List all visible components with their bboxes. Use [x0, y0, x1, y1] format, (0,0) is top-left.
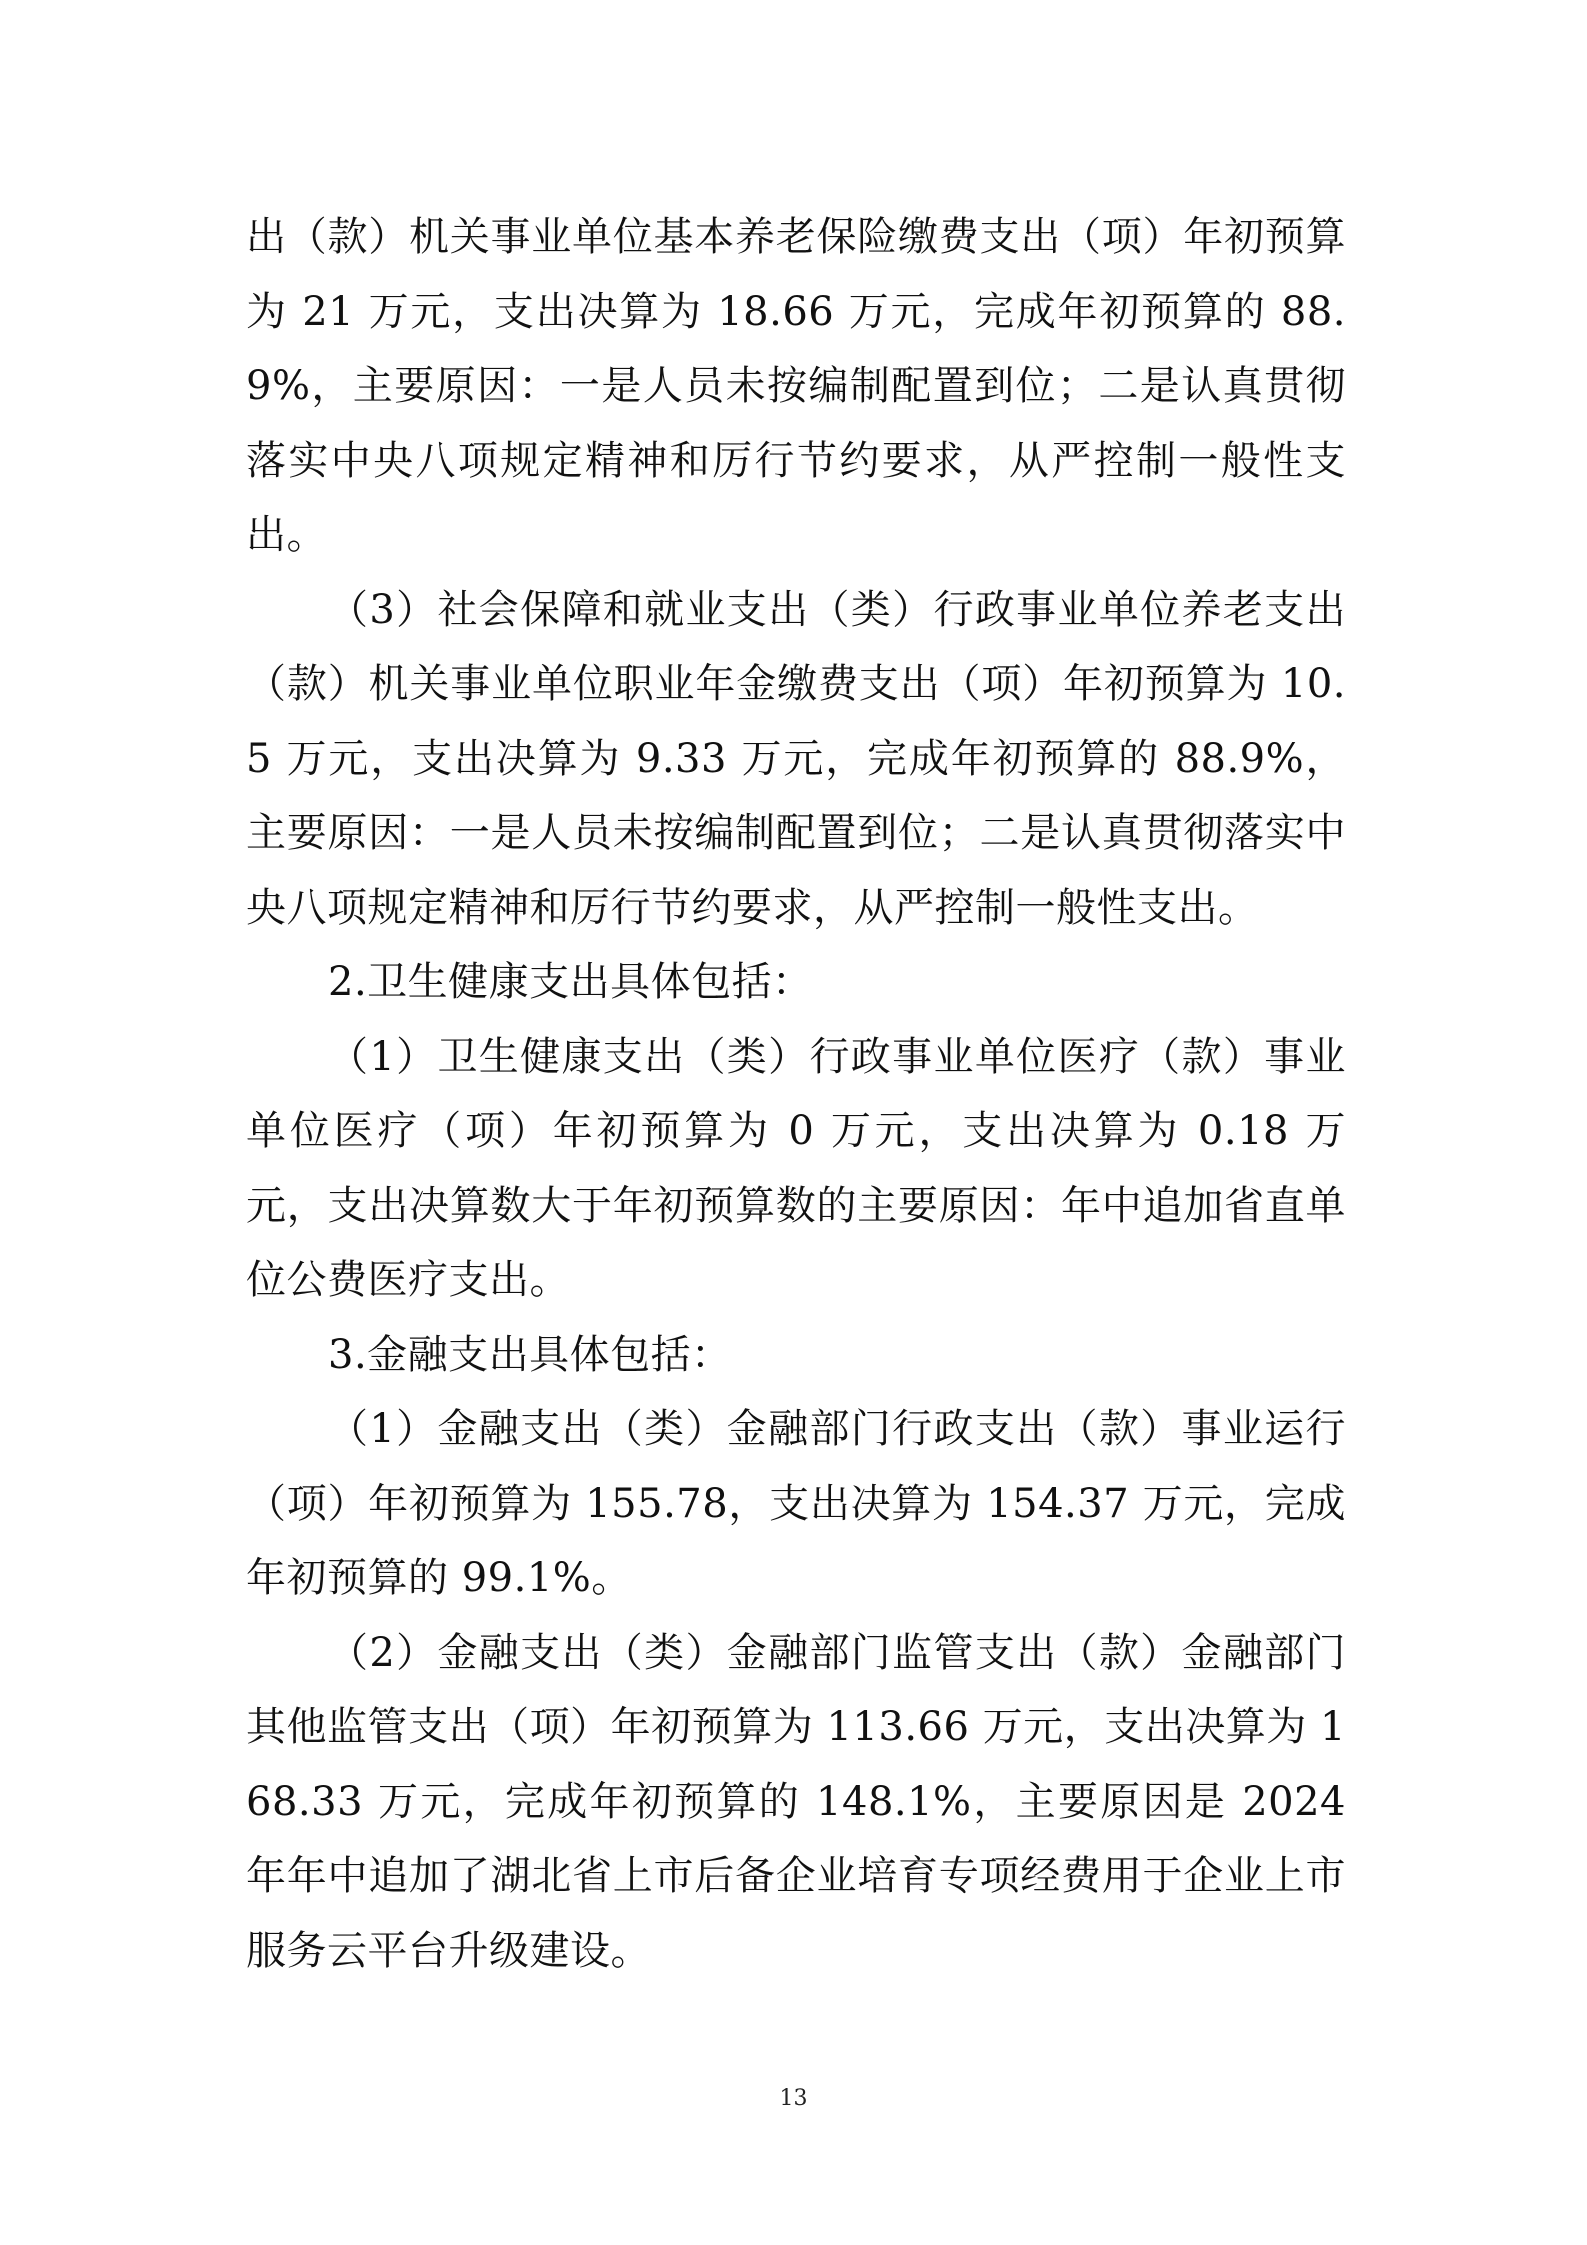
paragraph-health-medical: （1）卫生健康支出（类）行政事业单位医疗（款）事业单位医疗（项）年初预算为 0 万元，支出决算为 0.18 万元，支出决算数大于年初预算数的主要原因：年中追加省直单位公费医疗支出。 — [246, 1033, 1346, 1303]
document-body — [246, 200, 1346, 1988]
paragraph-finance-operation: （1）金融支出（类）金融部门行政支出（款）事业运行（项）年初预算为 155.78，支出决算为 154.37 万元，完成年初预算的 99.1%。 — [246, 1406, 1346, 1601]
paragraph-pension-annuity: （3）社会保障和就业支出（类）行政事业单位养老支出（款）机关事业单位职业年金缴费支出（项）年初预算为 10.5 万元，支出决算为 9.33 万元，完成年初预算的 88.9%，主要原因：一是人员未按编制配置到位；二是认真贯彻落实中央八项规定精神和厉行节约要求，从严控制一般性支出。 — [246, 586, 1346, 931]
paragraph-pension-basic: 出（款）机关事业单位基本养老保险缴费支出（项）年初预算为 21 万元，支出决算为 18.66 万元，完成年初预算的 88.9%，主要原因：一是人员未按编制配置到位；二是认真贯彻落实中央八项规定精神和厉行节约要求，从严控制一般性支出。 — [246, 214, 1346, 558]
page-number: 13 — [779, 2086, 808, 2111]
heading-finance-expenditure: 3.金融支出具体包括： — [328, 1331, 732, 1378]
heading-health-expenditure: 2.卫生健康支出具体包括： — [328, 959, 813, 1005]
paragraph-finance-supervision: （2）金融支出（类）金融部门监管支出（款）金融部门其他监管支出（项）年初预算为 113.66 万元，支出决算为 168.33 万元，完成年初预算的 148.1%，主要原因是 2024 年年中追加了湖北省上市后备企业培育专项经费用于企业上市服务云平台升级建设。 — [246, 1629, 1346, 1974]
